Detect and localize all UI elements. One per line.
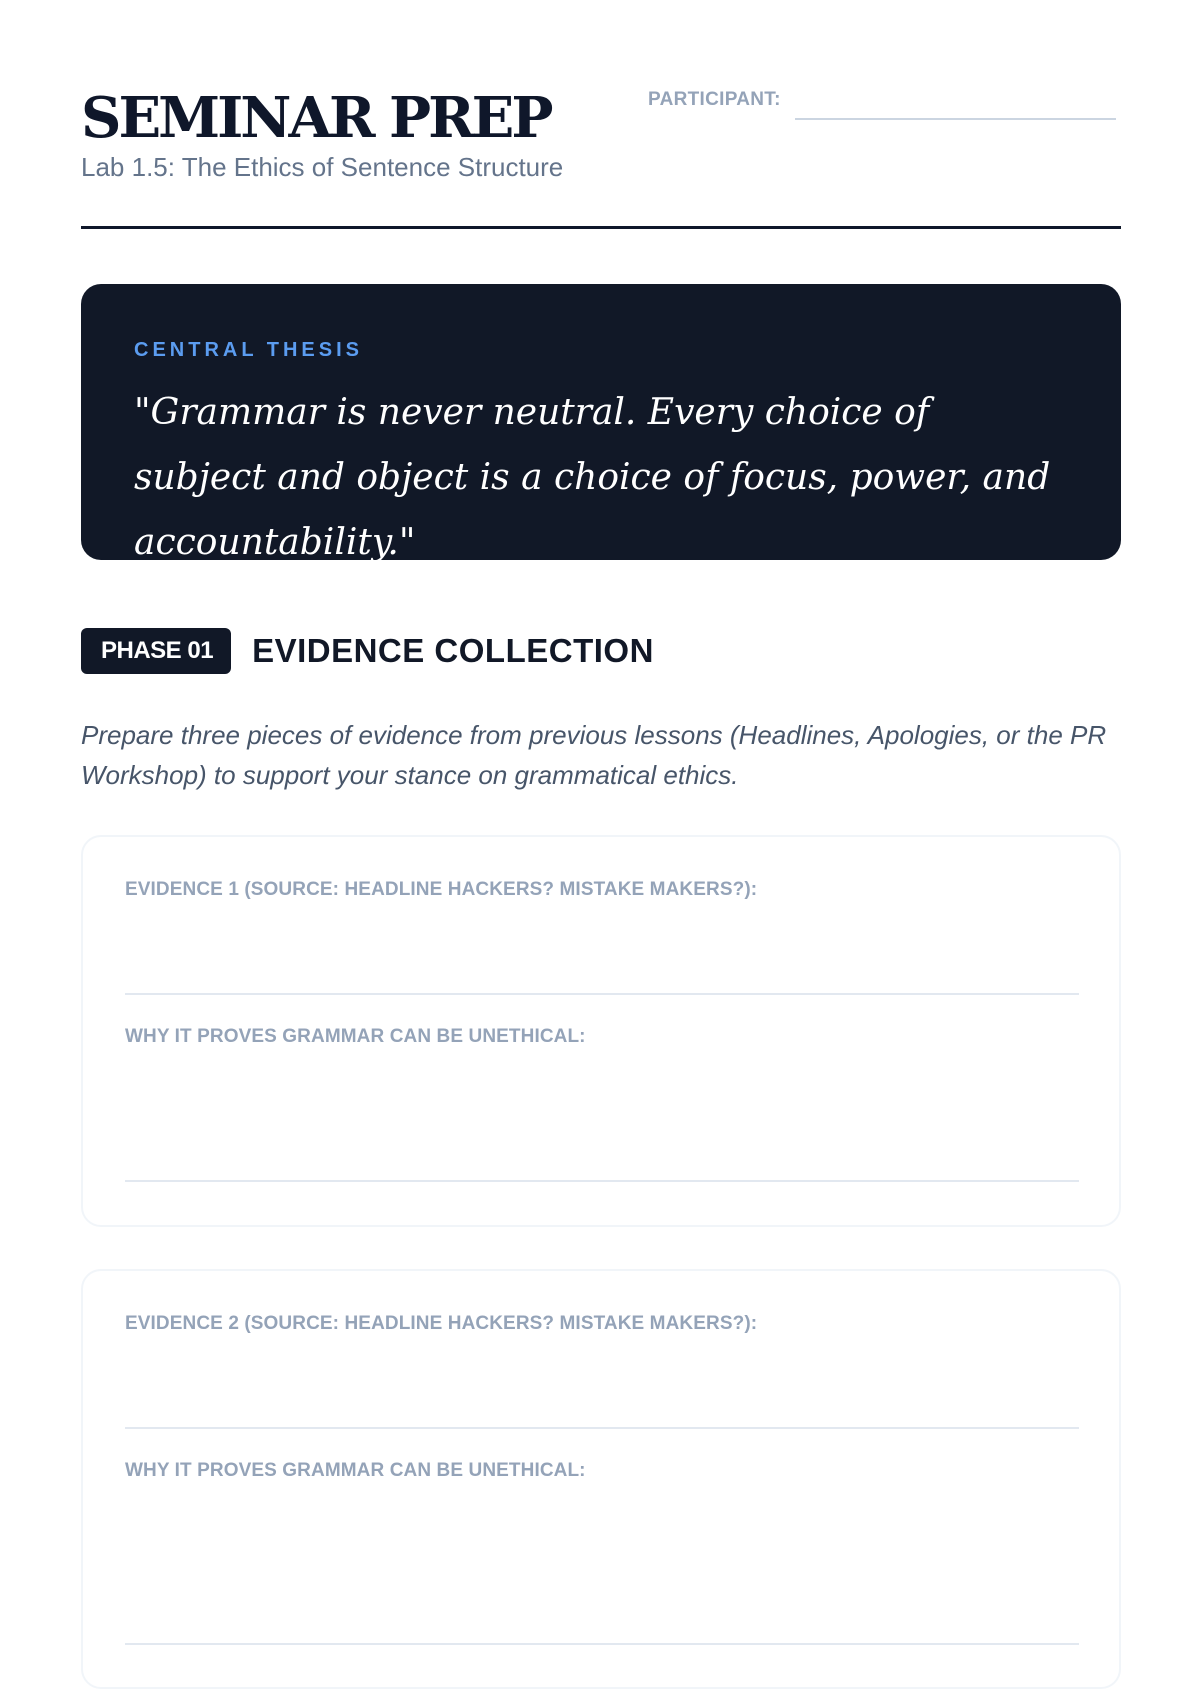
evidence-1-label: EVIDENCE 1 (SOURCE: HEADLINE HACKERS? MISTAKE MAKERS?): [125, 879, 758, 900]
participant-label: PARTICIPANT: [648, 89, 781, 110]
evidence-2-label: EVIDENCE 2 (SOURCE: HEADLINE HACKERS? MISTAKE MAKERS?): [125, 1313, 758, 1334]
header-divider [81, 226, 1121, 229]
phase-badge: PHASE 01 [81, 628, 231, 674]
thesis-label: CENTRAL THESIS [134, 339, 363, 361]
page-title: SEMINAR PREP [81, 85, 551, 151]
evidence-2-input-line[interactable] [125, 1427, 1079, 1429]
evidence-1-why-input-line[interactable] [125, 1180, 1079, 1182]
evidence-2-why-input-line[interactable] [125, 1643, 1079, 1645]
phase-title: EVIDENCE COLLECTION [252, 632, 654, 669]
page-header [81, 0, 1121, 232]
participant-input-line[interactable] [795, 118, 1116, 120]
evidence-card-2 [81, 1269, 1121, 1689]
worksheet-page [81, 0, 1121, 1481]
central-thesis-box [81, 284, 1121, 563]
thesis-quote: "Grammar is never neutral. Every choice of subject and object is a choice of focus, power, and accountability." [134, 392, 1051, 563]
page-subtitle: Lab 1.5: The Ethics of Sentence Structure [81, 152, 564, 182]
evidence-card-1 [81, 835, 1121, 1227]
participant-field [648, 88, 1116, 120]
evidence-1-input-line[interactable] [125, 993, 1079, 995]
phase-instructions: Prepare three pieces of evidence from previous lessons (Headlines, Apologies, or the PR Workshop) to support your stance on grammatical ethics. [81, 720, 1107, 790]
evidence-2-why-label: WHY IT PROVES GRAMMAR CAN BE UNETHICAL: [125, 1460, 586, 1481]
phase-heading [81, 628, 654, 674]
evidence-1-why-label: WHY IT PROVES GRAMMAR CAN BE UNETHICAL: [125, 1026, 586, 1047]
